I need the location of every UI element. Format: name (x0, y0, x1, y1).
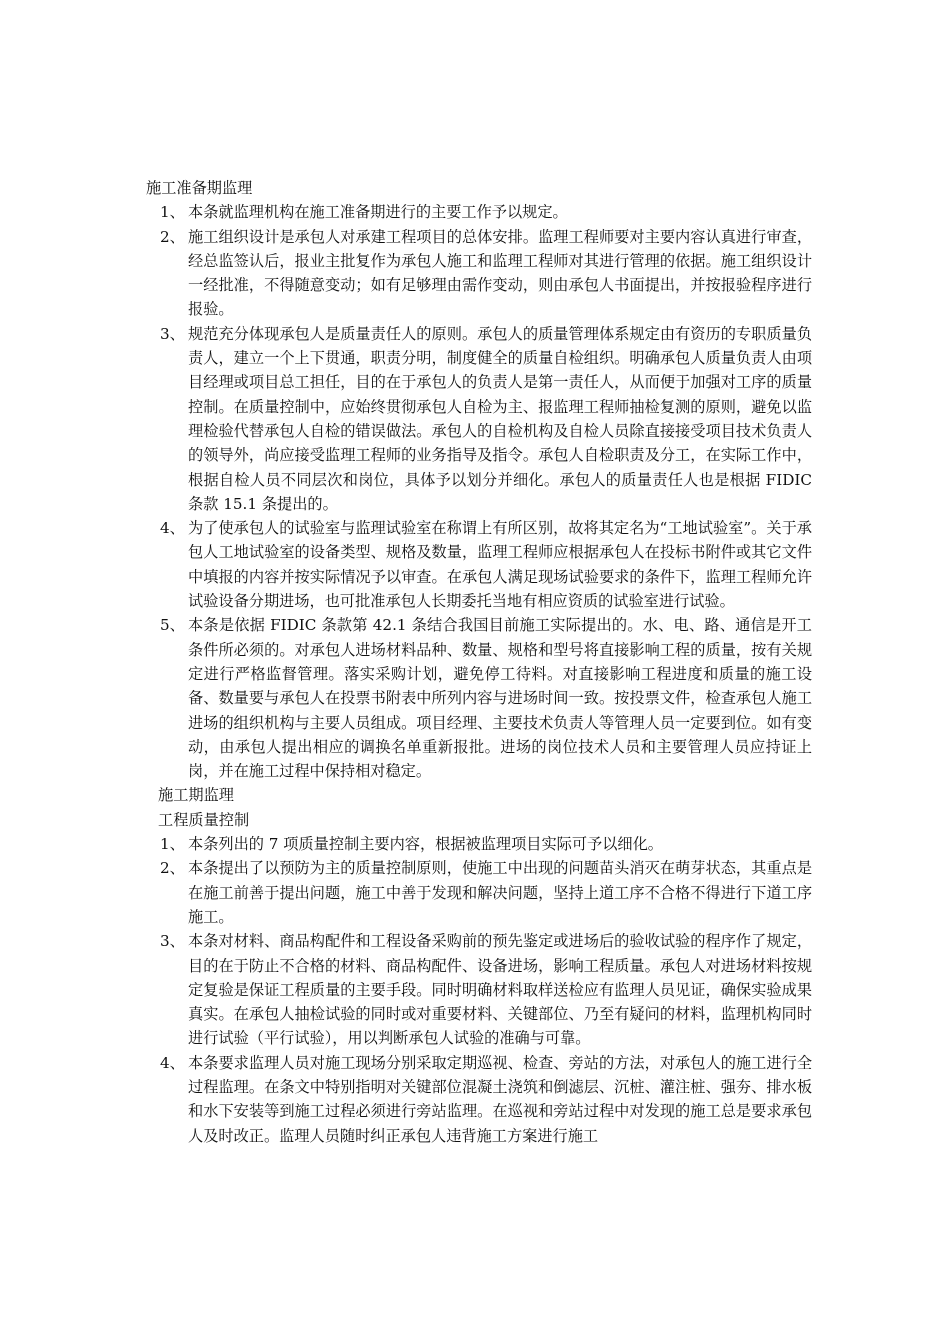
list-item (146, 200, 812, 224)
list-item (146, 856, 812, 929)
section-subtitle-quality-control: 工程质量控制 (158, 810, 250, 829)
section-title-construction: 施工期监理 (158, 786, 234, 805)
list-item-number: 4、 (160, 1053, 185, 1072)
list-item-number: 2、 (160, 227, 185, 246)
list-item-number: 4、 (160, 519, 185, 538)
list-item-text: 本条要求监理人员对施工现场分别采取定期巡视、检查、旁站的方法，对承包人的施工进行全过程监理。在条文中特别指明对关键部位混凝土浇筑和倒滤层、沉桩、灌注桩、强夯、排水板和水下安装等到施工过程必须进行旁站监理。在巡视和旁站过程中对发现的施工总是要求承包人及时改正。监理人员随时纠正承包人违背施工方案进行施工 (188, 1053, 812, 1145)
list-item (146, 516, 812, 613)
section-title-preparation: 施工准备期监理 (146, 179, 253, 197)
list-item-text: 本条对材料、商品构配件和工程设备采购前的预先鉴定或进场后的验收试验的程序作了规定，目的在于防止不合格的材料、商品构配件、设备进场，影响工程质量。承包人对进场材料按规定复验是保证工程质量的主要手段。同时明确材料取样送检应有监理人员见证，确保实验成果真实。在承包人抽检试验的同时或对重要材料、关键部位、乃至有疑问的材料，监理机构同时进行试验（平行试验），用以判断承包人试验的准确与可靠。 (188, 932, 812, 1048)
list-item-number: 2、 (160, 859, 185, 878)
list-item (146, 1051, 812, 1148)
list-item (146, 832, 812, 856)
list-item-text: 本条提出了以预防为主的质量控制原则，使施工中出现的问题苗头消灭在萌芽状态，其重点是在施工前善于提出问题，施工中善于发现和解决问题，坚持上道工序不合格不得进行下道工序施工。 (188, 859, 812, 926)
preparation-list (146, 200, 812, 783)
list-item-text: 本条就监理机构在施工准备期进行的主要工作予以规定。 (188, 203, 568, 222)
list-item (146, 929, 812, 1050)
list-item-number: 3、 (160, 324, 185, 343)
list-item-number: 5、 (160, 616, 185, 635)
list-item-number: 3、 (160, 932, 185, 951)
list-item-text: 本条列出的 7 项质量控制主要内容，根据被监理项目实际可予以细化。 (188, 835, 663, 854)
list-item (146, 322, 812, 516)
list-item (146, 225, 812, 322)
list-item-text: 本条是依据 FIDIC 条款第 42.1 条结合我国目前施工实际提出的。水、电、路、通信是开工条件所必须的。对承包人进场材料品种、数量、规格和型号将直接影响工程的质量，按有关规定进行严格监督管理。落实采购计划，避免停工待料。对直接影响工程进度和质量的施工设备、数量要与承包人在投票书附表中所列内容与进场时间一致。按投票文件，检查承包人施工进场的组织机构与主要人员组成。项目经理、主要技术负责人等管理人员一定要到位。如有变动，由承包人提出相应的调换名单重新报批。进场的岗位技术人员和主要管理人员应持证上岗，并在施工过程中保持相对稳定。 (188, 616, 812, 781)
list-item-number: 1、 (160, 203, 185, 222)
list-item-text: 为了使承包人的试验室与监理试验室在称谓上有所区别，故将其定名为“工地试验室”。关于承包人工地试验室的设备类型、规格及数量，监理工程师应根据承包人在投标书附件或其它文件中填报的内容并按实际情况予以审查。在承包人满足现场试验要求的条件下，监理工程师允许试验设备分期进场，也可批准承包人长期委托当地有相应资质的试验室进行试验。 (188, 519, 812, 611)
list-item (146, 613, 812, 783)
list-item-number: 1、 (160, 835, 185, 854)
list-item-text: 规范充分体现承包人是质量责任人的原则。承包人的质量管理体系规定由有资历的专职质量负责人，建立一个上下贯通，职责分明，制度健全的质量自检组织。明确承包人质量负责人由项目经理或项目总工担任，目的在于承包人的负责人是第一责任人，从而便于加强对工序的质量控制。在质量控制中，应始终贯彻承包人自检为主、报监理工程师抽检复测的原则，避免以监理检验代替承包人自检的错误做法。承包人的自检机构及自检人员除直接接受项目技术负责人的领导外，尚应接受监理工程师的业务指导及指令。承包人自检职责及分工，在实际工作中，根据自检人员不同层次和岗位，具体予以划分并细化。承包人的质量责任人也是根据 FIDIC 条款 15.1 条提出的。 (188, 324, 812, 513)
document-body (146, 176, 812, 1148)
list-item-text: 施工组织设计是承包人对承建工程项目的总体安排。监理工程师要对主要内容认真进行审查，经总监签认后，报业主批复作为承包人施工和监理工程师对其进行管理的依据。施工组织设计一经批准，不得随意变动；如有足够理由需作变动，则由承包人书面提出，并按报验程序进行报验。 (188, 227, 812, 319)
quality-control-list (146, 832, 812, 1148)
